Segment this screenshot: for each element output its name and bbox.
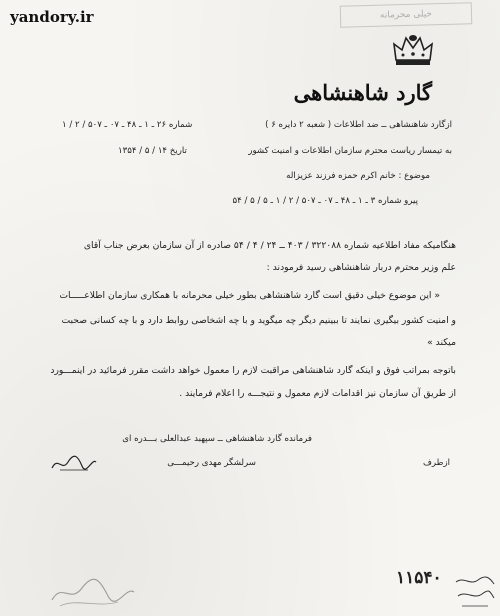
followup-reference: پیرو شماره ۳ ـ ۱ ـ ۴۸ ـ ۰۷ ـ ۵۰۷ / ۲ / ۱ ـ ۵ / ۵ / ۵۴ bbox=[232, 196, 418, 206]
paragraph-2-line-2: از طریق آن سازمان نیز اقدامات لازم معمول و نتیجـــه را اعلام فرمایند . bbox=[179, 388, 456, 399]
quote-line-2: و امنیت کشور بیگیری نمایند تا ببینیم دیگر چه میگوید و با چه اشخاصی روابط دارد و با چه کسانی صحبت bbox=[61, 315, 456, 326]
commander-title: فرمانده گارد شاهنشاهی ــ سپهبد عبدالعلی بـــدره ای bbox=[122, 434, 312, 444]
document-title: گارد شاهنشاهی bbox=[293, 80, 432, 105]
classification-stamp: خیلی محرمانه bbox=[340, 2, 473, 27]
quote-line-1: « این موضوع خیلی دقیق است گارد شاهنشاهی بطور خیلی محرمانه با همکاری سازمان اطلاعـــــات bbox=[59, 290, 440, 301]
subject-line: موضوع : خانم اکرم حمزه فرزند عزیزاله bbox=[286, 171, 430, 181]
on-behalf-label: ازطرف bbox=[422, 458, 450, 468]
signer-name: سرلشگر مهدی رحیمـــی bbox=[167, 458, 256, 468]
paragraph-1-line-1: هنگامیکه مفاد اطلاعیه شماره ۳۲۲۰۸۸ / ۴۰۳ ــ ۲۴ / ۴ / ۵۴ صادره از آن سازمان بعرض جناب آقای bbox=[83, 240, 456, 251]
quote-line-3: میکند » bbox=[427, 337, 456, 348]
page-number: ۱۱۵۴۰ bbox=[396, 568, 442, 588]
paragraph-1-line-2: علم وزیر محترم دربار شاهنشاهی رسید فرمودند : bbox=[266, 262, 456, 273]
watermark: yandory.ir bbox=[10, 8, 94, 26]
handwritten-annotation-icon bbox=[48, 574, 138, 610]
paragraph-2-line-1: باتوجه بمراتب فوق و اینکه گارد شاهنشاهی مراقبت لازم را معمول خواهد داشت مقرر فرمائید در اینمـــورد bbox=[50, 365, 456, 376]
reference-number: شماره ۲۶ ـ ۱ ـ ۴۸ ـ ۰۷ ـ ۵۰۷ / ۲ / ۱ bbox=[62, 120, 193, 130]
from-line: ازگارد شاهنشاهی ــ ضد اطلاعات ( شعبه ۲ دایره ۶ ) bbox=[265, 120, 452, 130]
signature-scrawl-icon bbox=[50, 452, 98, 474]
corner-handwriting-icon bbox=[452, 572, 496, 612]
recipient-line: به تیمسار ریاست محترم سازمان اطلاعات و امنیت کشور bbox=[248, 146, 452, 156]
crown-emblem-icon bbox=[388, 30, 438, 70]
document-date: تاریخ ۱۴ / ۵ / ۱۳۵۴ bbox=[118, 146, 187, 156]
